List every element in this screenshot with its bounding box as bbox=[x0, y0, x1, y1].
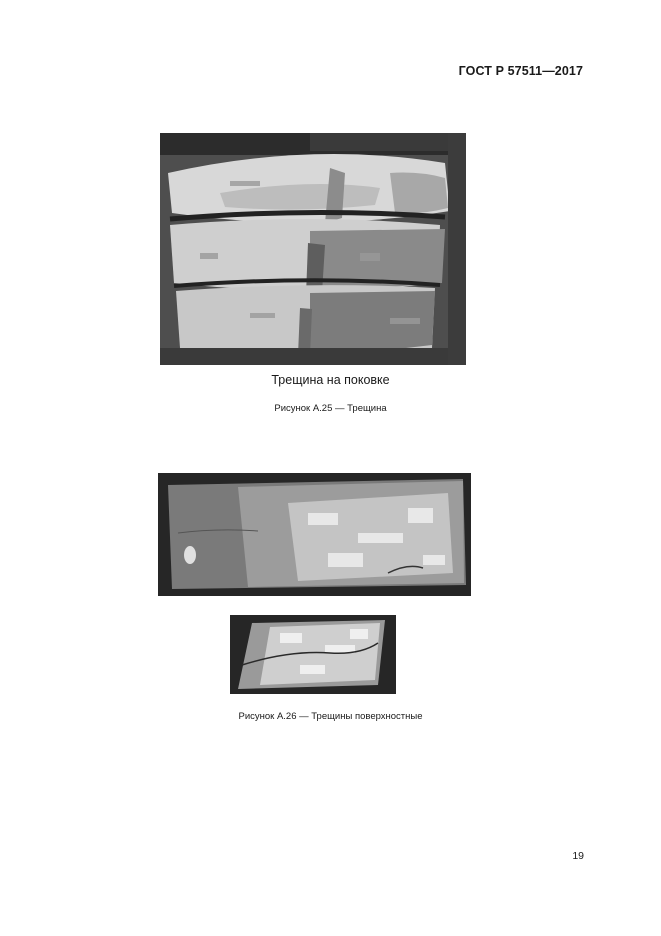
figure-a26-caption: Рисунок А.26 — Трещины поверхностные bbox=[238, 711, 423, 722]
page-number: 19 bbox=[572, 850, 584, 862]
forging-crack-photo bbox=[160, 133, 466, 365]
figure-a25-caption: Рисунок А.25 — Трещина bbox=[274, 403, 387, 414]
photo-label: Трещина на поковке bbox=[271, 373, 390, 387]
document-code: ГОСТ Р 57511—2017 bbox=[458, 64, 583, 78]
surface-crack-fragment-photo bbox=[230, 615, 396, 694]
surface-cracks-plate-photo bbox=[158, 473, 471, 596]
